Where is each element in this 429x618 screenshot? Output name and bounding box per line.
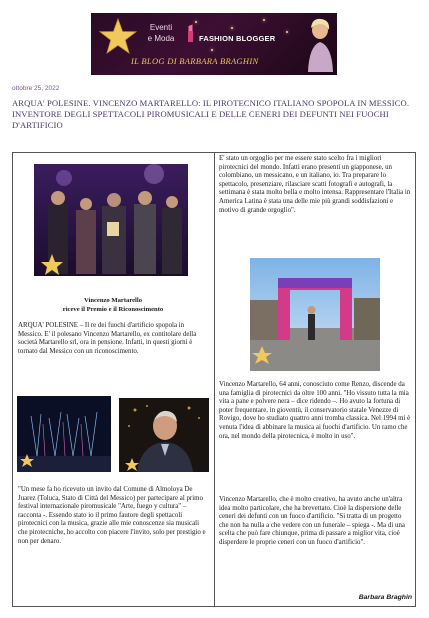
sparkle-icon (195, 21, 197, 23)
banner-fashion-blogger: FASHION BLOGGER (199, 34, 276, 43)
caption-line-name: Vincenzo Martarello (83, 297, 143, 304)
left-paragraph-intro: ARQUA' POLESINE – Il re dei fuochi d'artificio spopola in Messico. E' il polesano Vincenzo Martarello, ex contitolare della società Martarello srl, ora in pensione. Infatti, in questi giorni è tornato dal Messico con un riconoscimento. (18, 322, 197, 355)
photo-caption (18, 297, 208, 314)
author-signature: Barbara Braghin (358, 594, 412, 601)
blog-banner[interactable] (91, 13, 337, 75)
festival-arch-photo (250, 258, 380, 371)
lipstick-icon (186, 24, 195, 42)
sparkle-icon (286, 31, 288, 33)
sparkle-icon (231, 27, 233, 29)
caption-line-award: riceve il Premio e il Riconoscimento (62, 305, 164, 313)
right-paragraph-ashes: Vincenzo Martarello, che è molto creativo, ha avuto anche un'altra idea molto particolare, che ha brevettato. Cioè la dispersione delle ceneri dei defunti con un fuoco d'artificio. "Si tratta di un progetto che non ha nulla a che vedere con un funerale – spiega -. Ma di una scelta che può fare chiunque, prima di passare a miglior vita, cioè disperdere le proprie ceneri con un fuoco d'artificio". (219, 496, 405, 546)
sparkle-icon (211, 49, 213, 51)
right-paragraph-biography: Vincenzo Martarello, 64 anni, conosciuto come Renzo, discende da una famiglia di pirotecnici da oltre 100 anni. "Ho vissuto tutta la mia vita a pane e polvere nera – dice ridendo –. Ho avuto la fortuna di poter frequentare, in gioventù, il conservatorio statale Venezze di Rovigo, dove ho studiato quattro anni tromba classica. Nel 1994 mi è venuta l'idea di abbinare la musica ai fuochi d'artificio. Un ramo che ora, nel mondo della pirotecnica, è molto in uso". (219, 381, 411, 440)
left-paragraph-quote: "Un mese fa ho ricevuto un invito dal Comune di Almoloya De Juarez (Toluca, Stato di Città del Messico) per partecipare al primo festival internazionale piromusicale "Arte, fuego y cultura" – racconta -. Essendo stato io il primo fautore degli spettacoli pirotecnici con la musica, grazie alle mie conoscenze sia musicali che pirotecniche, ho accolto con piacere l'invito, solo per prestigio e non per denaro. (18, 486, 206, 545)
post-date: ottobre 25, 2022 (12, 85, 60, 92)
star-badge-icon (98, 17, 138, 57)
blogger-portrait-icon (304, 16, 334, 72)
right-paragraph-pride: E' stato un orgoglio per me essere stato scelto fra i migliori pirotecnici del mondo. Infatti erano presenti un giapponese, un colombiano, un messicano, e un italiano, io. Tra preparare lo spettacolo, presenziare, rilasciare scatti fotografi e autografi, la settimana è stata molto bella e molto intensa. Rappresentare l'Italia in America Latina è stata una delle mie più grandi soddisfazioni e motivo di grande orgoglio". (219, 155, 411, 214)
banner-moda-text: e Moda (147, 34, 175, 43)
sparkle-icon (263, 19, 265, 21)
award-ceremony-photo (34, 164, 188, 276)
banner-blog-title: IL BLOG DI BARBARA BRAGHIN (131, 56, 259, 66)
column-divider (214, 152, 215, 607)
banner-eventi-text: Eventi (149, 23, 173, 32)
post-headline[interactable]: ARQUA' POLESINE. VINCENZO MARTARELLO: IL PIROTECNICO ITALIANO SPOPOLA IN MESSICO. INVENTORE DEGLI SPETTACOLI PIROMUSICALI E DELLE CENERI DEI DEFUNTI NEI FUOCHI D'ARTIFICIO (12, 98, 410, 130)
martarello-portrait-photo (119, 398, 209, 472)
fireworks-photo (17, 396, 111, 472)
